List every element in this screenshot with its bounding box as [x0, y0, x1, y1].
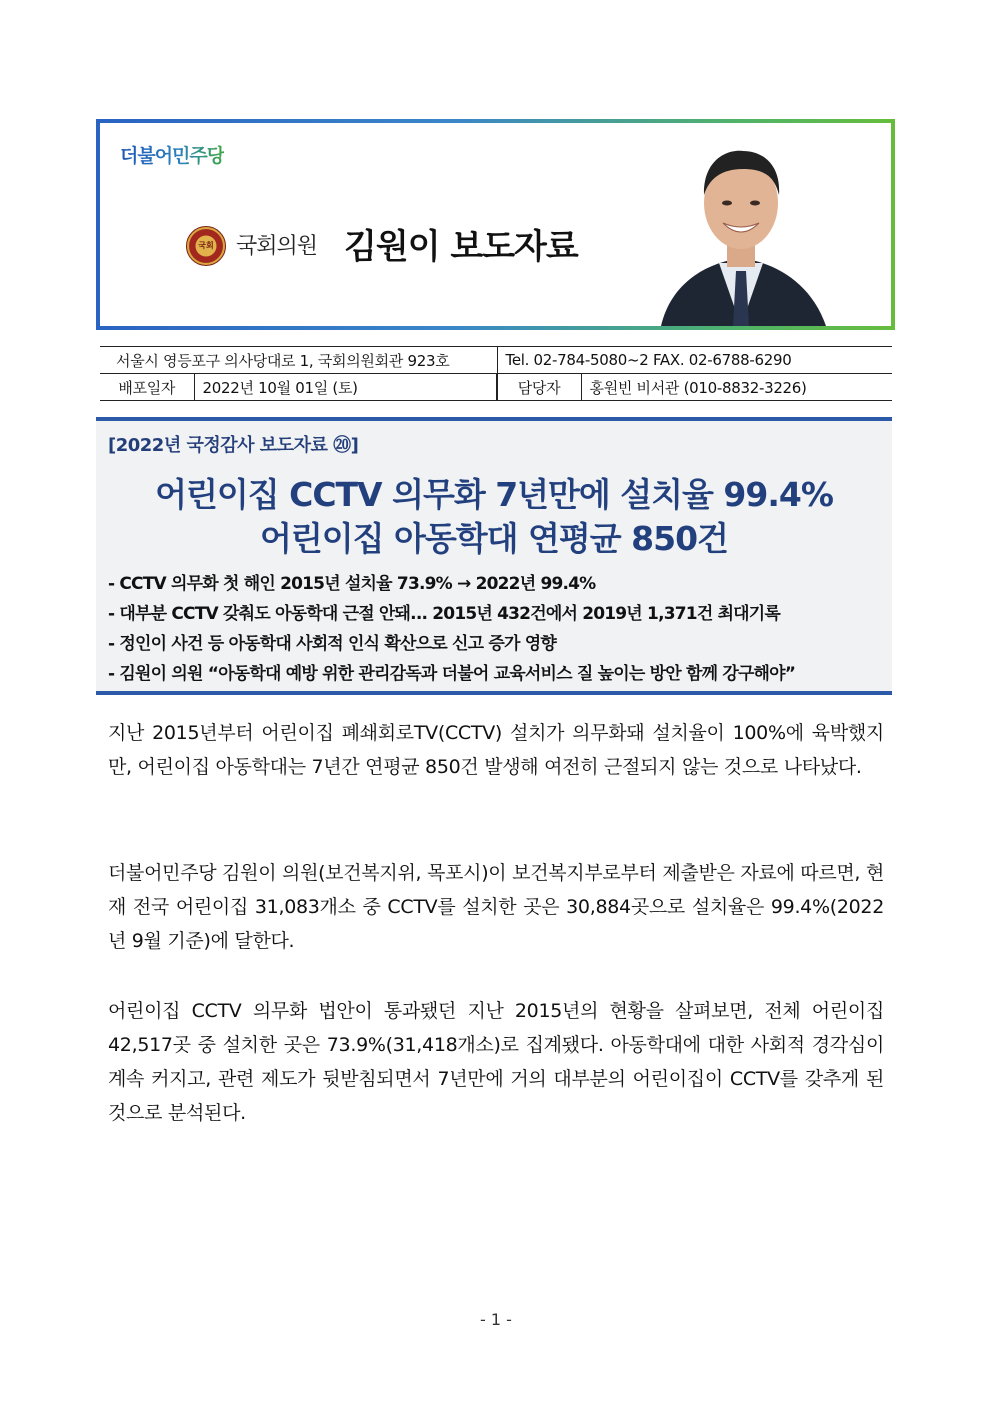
- date-value: 2022년 10월 01일 (토): [194, 374, 496, 401]
- date-label: 배포일자: [100, 374, 194, 401]
- main-title-line-2: 어린이집 아동학대 연평균 850건: [260, 519, 728, 558]
- body-paragraph: 더불어민주당 김원이 의원(보건복지위, 목포시)이 보건복지부로부터 제출받은 자료에 따르면, 현재 전국 어린이집 31,083개소 중 CCTV를 설치한 곳은 30,884곳으로 설치율은 99.4%(2022년 9월 기준)에 달한다.: [108, 862, 884, 952]
- contact-cell: Tel. 02-784-5080~2 FAX. 02-6788-6290: [497, 347, 892, 374]
- portrait-photo: [591, 123, 891, 326]
- manager-value: 홍원빈 비서관 (010-8832-3226): [581, 374, 892, 401]
- info-row-date: [100, 374, 892, 401]
- page-number: - 1 -: [480, 1310, 512, 1329]
- summary-bullet: - 김원이 의원 “아동학대 예방 위한 관리감독과 더불어 교육서비스 질 높이는 방안 함께 강구해야”: [108, 664, 796, 684]
- summary-bullet: - 대부분 CCTV 갖춰도 아동학대 근절 안돼... 2015년 432건에서 2019년 1,371건 최대기록: [108, 604, 781, 624]
- summary-bullet: - CCTV 의무화 첫 해인 2015년 설치율 73.9% → 2022년 99.4%: [108, 574, 596, 594]
- member-label: 국회의원: [236, 234, 318, 259]
- headline-box: [96, 417, 892, 695]
- summary-bullet: - 정인이 사건 등 아동학대 사회적 인식 확산으로 신고 증가 영향: [108, 634, 556, 654]
- header-banner-inner: [100, 123, 891, 326]
- seal-text: 국회: [198, 241, 214, 250]
- info-table: [100, 346, 892, 401]
- body-paragraph: 어린이집 CCTV 의무화 법안이 통과됐던 지난 2015년의 현황을 살펴보면, 전체 어린이집 42,517곳 중 설치한 곳은 73.9%(31,418개소)로 집계됐다. 아동학대에 대한 사회적 경각심이 계속 커지고, 관련 제도가 뒷받침되면서 7년만에 거의 대부분의 어린이집이 CCTV를 갖추게 된 것으로 분석된다.: [108, 1000, 884, 1124]
- body-paragraph: 지난 2015년부터 어린이집 폐쇄회로TV(CCTV) 설치가 의무화돼 설치율이 100%에 육박했지만, 어린이집 아동학대는 7년간 연평균 850건 발생해 여전히 근절되지 않는 것으로 나타났다.: [108, 722, 884, 778]
- header-banner: [96, 119, 895, 330]
- info-row-address: [100, 347, 892, 374]
- release-title: 김원이 보도자료: [344, 227, 578, 267]
- manager-label: 담당자: [497, 374, 581, 401]
- party-logo: 더불어민주당: [120, 141, 224, 168]
- address-cell: 서울시 영등포구 의사당대로 1, 국회의원회관 923호: [100, 347, 497, 374]
- summary-bullets: [108, 569, 888, 689]
- main-title-line-1: 어린이집 CCTV 의무화 7년만에 설치율 99.4%: [155, 475, 833, 514]
- series-label: [2022년 국정감사 보도자료 ⑳]: [108, 435, 359, 456]
- national-assembly-seal-icon: [186, 226, 226, 266]
